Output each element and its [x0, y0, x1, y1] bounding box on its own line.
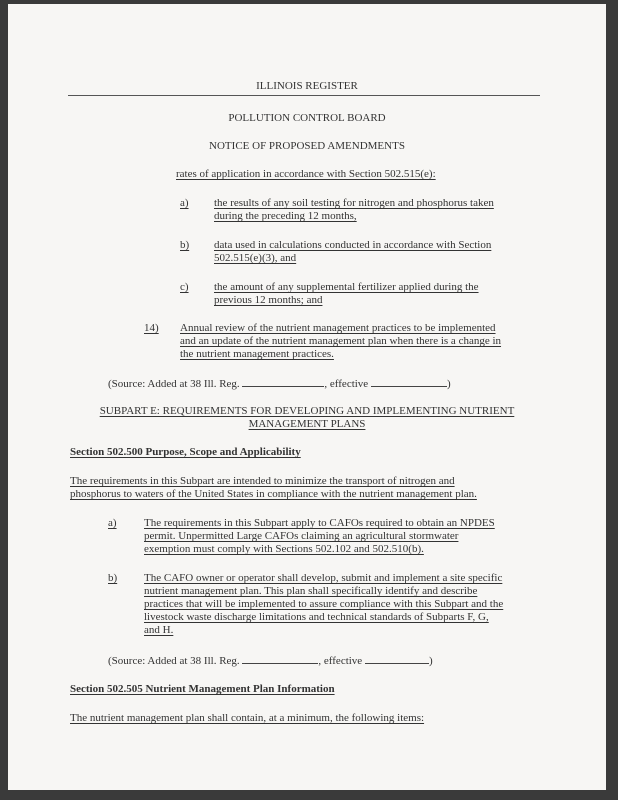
item-line: exemption must comply with Sections 502.102 and 502.510(b).: [144, 543, 424, 555]
source-blank-effective: [371, 377, 447, 387]
item-line: livestock waste discharge limitations and technical standards of Subparts F, G,: [144, 611, 489, 623]
item-line: practices that will be implemented to assure compliance with this Subpart and the: [144, 598, 504, 610]
item-label: 14): [144, 322, 159, 334]
item-label: b): [108, 572, 118, 584]
source-note-1: [108, 377, 451, 391]
sub-item-label: c): [180, 281, 189, 293]
notice-title: NOTICE OF PROPOSED AMENDMENTS: [209, 140, 405, 152]
source-suffix: ): [446, 378, 451, 390]
section-505-intro: The nutrient management plan shall contain, at a minimum, the following items:: [70, 712, 425, 724]
sub-item-line: previous 12 months; and: [214, 294, 323, 306]
sub-item-line: during the preceding 12 months,: [214, 210, 357, 222]
item-line: and H.: [144, 624, 174, 636]
sub-item-line: 502.515(e)(3), and: [214, 252, 297, 264]
section-505-heading: Section 502.505 Nutrient Management Plan Information: [70, 683, 335, 695]
subpart-heading-line2: MANAGEMENT PLANS: [248, 418, 366, 430]
item-line: The requirements in this Subpart apply to CAFOs required to obtain an NPDES: [144, 517, 495, 529]
source-blank-reg: [242, 654, 318, 664]
source-mid: , effective: [324, 378, 369, 390]
item-line: The CAFO owner or operator shall develop, submit and implement a site specific: [144, 572, 503, 584]
header-rule: [68, 95, 540, 96]
item-line: the nutrient management practices.: [180, 348, 334, 360]
sub-item-label: a): [180, 197, 189, 209]
item-line: permit. Unpermitted Large CAFOs claiming an agricultural stormwater: [144, 530, 459, 542]
source-note-2: [108, 654, 433, 668]
document-page: [8, 4, 606, 790]
sub-item-line: the amount of any supplemental fertilizer applied during the: [214, 281, 479, 293]
source-suffix: ): [428, 655, 433, 667]
item-label: a): [108, 517, 117, 529]
sub-item-line: the results of any soil testing for nitrogen and phosphorus taken: [214, 197, 494, 209]
board-title: POLLUTION CONTROL BOARD: [228, 112, 386, 124]
source-blank-effective: [365, 654, 429, 664]
subpart-heading-line1: SUBPART E: REQUIREMENTS FOR DEVELOPING AND IMPLEMENTING NUTRIENT: [99, 405, 515, 417]
section-500-intro-line: phosphorus to waters of the United States in compliance with the nutrient management plan.: [70, 488, 477, 500]
source-prefix: (Source: Added at 38 Ill. Reg.: [108, 378, 240, 390]
intro-line: rates of application in accordance with Section 502.515(e):: [176, 168, 436, 180]
source-mid: , effective: [318, 655, 363, 667]
source-prefix: (Source: Added at 38 Ill. Reg.: [108, 655, 240, 667]
register-title: ILLINOIS REGISTER: [256, 80, 358, 92]
item-line: nutrient management plan. This plan shall specifically identify and describe: [144, 585, 478, 597]
item-line: Annual review of the nutrient management practices to be implemented: [180, 322, 496, 334]
section-500-heading: Section 502.500 Purpose, Scope and Applicability: [70, 446, 301, 458]
sub-item-label: b): [180, 239, 190, 251]
sub-item-line: data used in calculations conducted in accordance with Section: [214, 239, 492, 251]
item-line: and an update of the nutrient management plan when there is a change in: [180, 335, 502, 347]
source-blank-reg: [242, 377, 324, 387]
section-500-intro-line: The requirements in this Subpart are intended to minimize the transport of nitrogen and: [70, 475, 455, 487]
